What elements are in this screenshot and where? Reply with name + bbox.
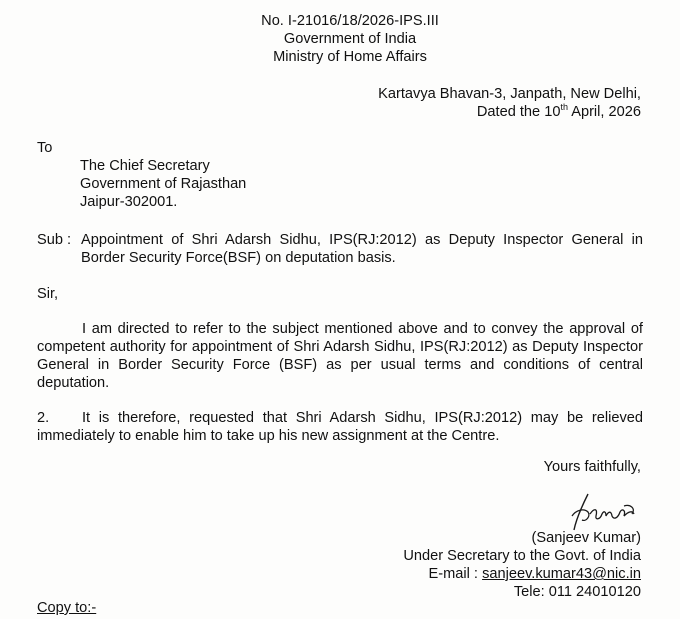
to-label: To <box>37 140 53 156</box>
subject-text: Appointment of Shri Adarsh Sidhu, IPS(RJ:2012) as Deputy Inspector General in Border Security Force(BSF) on deputation basis. <box>81 232 643 266</box>
subject-label: Sub : <box>37 232 72 248</box>
signatory-email: E-mail : sanjeev.kumar43@nic.in <box>428 566 641 582</box>
place-date <box>378 85 641 121</box>
file-number: No. I-21016/18/2026-IPS.III <box>261 13 439 29</box>
signatory-name: (Sanjeev Kumar) <box>531 530 641 546</box>
signatory-designation: Under Secretary to the Govt. of India <box>403 548 641 564</box>
recipient-line-1: The Chief Secretary <box>80 158 210 174</box>
recipient-address <box>80 157 246 211</box>
copy-to-heading: Copy to:- <box>37 600 97 616</box>
office-address: Kartavya Bhavan-3, Janpath, New Delhi, <box>378 86 641 102</box>
paragraph-2-number: 2. <box>37 410 50 426</box>
government-name: Government of India <box>283 31 417 47</box>
letter-header <box>200 12 500 66</box>
email-link[interactable]: sanjeev.kumar43@nic.in <box>482 566 641 582</box>
body-paragraph-2: It is therefore, requested that Shri Adarsh Sidhu, IPS(RJ:2012) may be relieved immediately to enable him to take up his new assignment at the Centre. <box>37 410 643 444</box>
letter-date: Dated the 10th April, 2026 <box>476 102 641 120</box>
salutation: Sir, <box>37 286 59 302</box>
signatory-block <box>403 529 641 601</box>
ministry-name: Ministry of Home Affairs <box>273 49 427 65</box>
recipient-line-2: Government of Rajasthan <box>80 176 247 192</box>
recipient-line-3: Jaipur-302001. <box>80 194 178 210</box>
body-paragraph-1: I am directed to refer to the subject mentioned above and to convey the approval of competent authority for appointment of Shri Adarsh Sidhu, IPS(RJ:2012) as Deputy Inspector General in Border Security Force (BSF) as per usual terms and conditions of central deputation. <box>37 321 643 391</box>
yours-faithfully: Yours faithfully, <box>543 459 641 475</box>
signatory-telephone: Tele: 011 24010120 <box>513 584 641 600</box>
